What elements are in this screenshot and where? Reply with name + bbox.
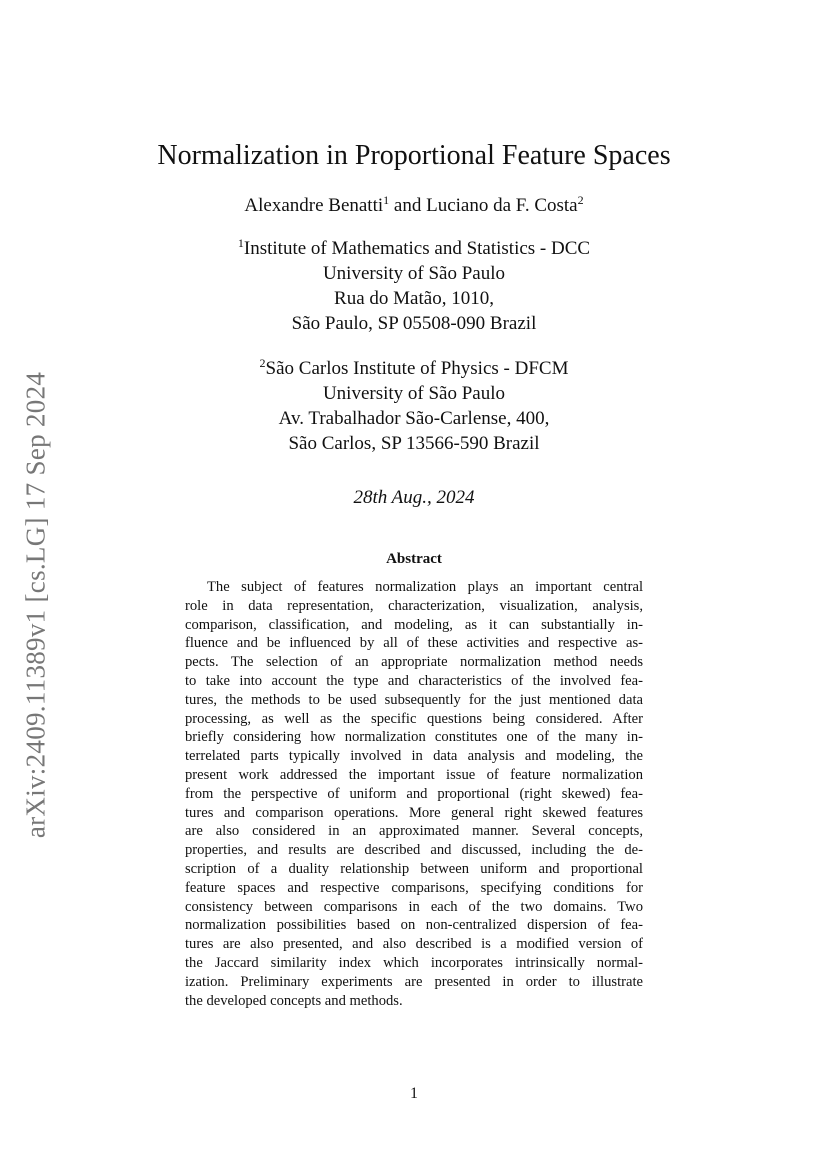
abstract-body — [185, 578, 643, 1010]
abstract-line: normalization possibilities based on non-centralized dispersion of fea- — [185, 917, 643, 934]
abstract-line: are also considered in an approximated manner. Several concepts, — [185, 823, 643, 840]
abstract-line: tures are also presented, and also described is a modified version of — [185, 936, 643, 953]
affiliation-line: $^2$São Carlos Institute of Physics - DFCM — [259, 356, 569, 379]
abstract-line: role in data representation, characterization, visualization, analysis, — [185, 597, 643, 614]
abstract-line: scription of a duality relationship between uniform and proportional — [185, 860, 643, 877]
abstract-line: the developed concepts and methods. — [185, 992, 403, 1009]
affiliation-line: Rua do Matão, 1010, — [334, 288, 494, 309]
abstract-line: fluence and be influenced by all of these activities and respective as- — [185, 635, 643, 652]
abstract-line: The subject of features normalization plays an important central — [207, 579, 643, 595]
author-conjunction: and — [389, 195, 427, 216]
affiliation-line: $^1$Institute of Mathematics and Statistics - DCC — [237, 236, 591, 259]
abstract-line: tures and comparison operations. More general right skewed features — [185, 804, 643, 821]
abstract-line: feature spaces and respective comparisons, specifying conditions for — [185, 879, 643, 896]
affiliation-line: University of São Paulo — [322, 383, 506, 404]
abstract-heading: Abstract — [386, 551, 442, 567]
abstract-line: properties, and results are described and discussed, including the de- — [185, 842, 643, 859]
author-name: Alexandre Benatti — [244, 195, 384, 216]
affiliation-line: Av. Trabalhador São-Carlense, 400, — [278, 408, 550, 429]
abstract-line: ization. Preliminary experiments are presented in order to illustrate — [185, 973, 643, 990]
abstract-line: briefly considering how normalization constitutes one of the many in- — [185, 729, 643, 746]
author-list — [0, 195, 828, 217]
arxiv-identifier-stamp: arXiv:2409.11389v1 [cs.LG] 17 Sep 2024 — [20, 371, 51, 839]
abstract-line: pects. The selection of an appropriate normalization method needs — [185, 654, 643, 671]
affiliation-line: São Carlos, SP 13566-590 Brazil — [288, 433, 540, 454]
publication-date: 28th Aug., 2024 — [353, 487, 475, 508]
abstract-line: consistency between comparisons in each of the two domains. Two — [185, 898, 643, 915]
affiliation-mark: 1 — [383, 193, 390, 207]
affiliation-block-2 — [0, 356, 828, 456]
affiliation-mark: 2 — [259, 356, 266, 370]
affiliation-mark: 1 — [237, 236, 244, 250]
abstract-line: from the perspective of uniform and proportional (right skewed) fea- — [185, 785, 643, 802]
abstract-line: to take into account the type and characteristics of the involved fea- — [185, 672, 643, 689]
abstract-line: terrelated parts typically involved in data analysis and modeling, the — [185, 748, 643, 765]
abstract-line: tures, the methods to be used subsequently for the just mentioned data — [185, 691, 643, 708]
affiliation-line: University of São Paulo — [322, 263, 506, 284]
page-number: 1 — [410, 1085, 418, 1102]
abstract-line: processing, as well as the specific questions being considered. After — [185, 710, 643, 727]
affiliation-block-1 — [0, 236, 828, 336]
abstract-line: present work addressed the important issue of feature normalization — [185, 766, 643, 783]
abstract-line: the Jaccard similarity index which incorporates intrinsically normal- — [185, 954, 643, 971]
affiliation-line: São Paulo, SP 05508-090 Brazil — [291, 313, 537, 334]
author-name: Luciano da F. Costa — [426, 195, 578, 216]
abstract-line: comparison, classification, and modeling, as it can substantially in- — [185, 616, 643, 633]
paper-title: Normalization in Proportional Feature Spaces — [157, 140, 671, 171]
affiliation-mark: 2 — [577, 193, 584, 207]
